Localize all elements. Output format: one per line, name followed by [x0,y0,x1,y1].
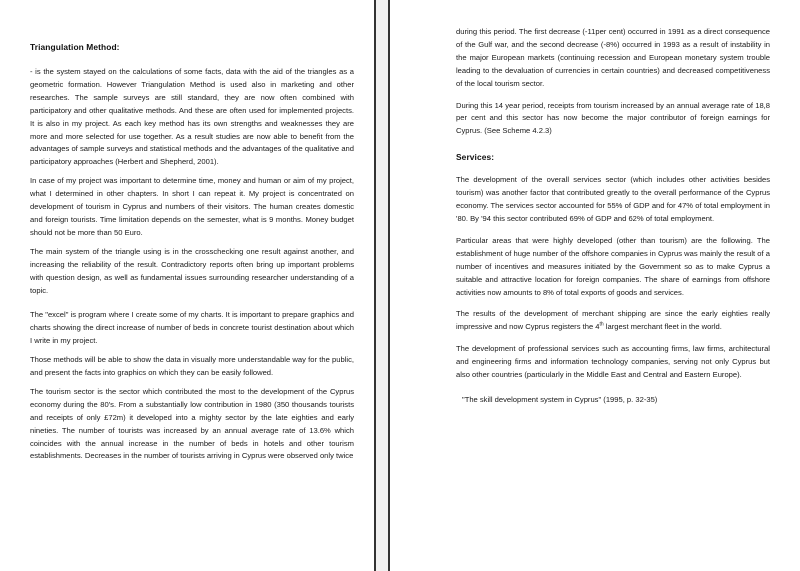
right-page [390,0,800,571]
paragraph-tourism-decreases: during this period. The first decrease (-11per cent) occurred in 1991 as a direct consequence of the Gulf war, and the second decrease (-8%) occurred in 1993 as a result of instability in the major European markets (continuing recession and European monetary system trouble leading to the devaluation of currencies in certain countries) and decreased competitiveness of the local tourism sector. [456,27,770,88]
paragraph-services-sector: The development of the overall services sector (which includes other activities besides tourism) was another factor that contributed greatly to the overall performance of the Cyprus economy. The services sector accounted for 55% of GDP and for 47% of total employment in '80. By '94 this sector contributed 69% of GDP and 62% of total employment. [456,175,770,223]
paragraph-tourism-sector: The tourism sector is the sector which contributed the most to the development of the Cyprus economy during the 80's. From a substantially low contribution in 1980 (350 thousands tourists and receipts of only £72m) it developed into a mighty sector by the late eighties and early nineties. The number of tourists was increased by an annual average rate of 13.6% which coincides with the annual increase in the number of beds in hotels and other tourism establishments. Decreases in the number of tourists arriving in Cyprus were observed only twice [30,386,354,461]
paragraph-merchant-shipping [456,308,770,334]
paragraph-professional-services: The development of professional services such as accounting firms, law firms, architectural and engineering firms and information technology companies, serving not only Cyprus but also other countries (particularly in the Middle East and Central and Eastern Europe). [456,344,770,380]
paragraph-project-scope: In case of my project was important to determine time, money and human or aim of my project, what I determined in other chapters. In short I can repeat it. My project is concentrated on development of tourism in Cyprus and numbers of their visitors. The human creates domestic and foreign tourists. Time limitation depends on the semester, what is 9 months. Money budget should not be more than 50 Euro. [30,176,354,237]
page-edge-left [374,0,376,571]
section-heading-triangulation: Triangulation Method: [30,42,120,52]
section-heading-services: Services: [456,152,495,163]
shipping-text-before: The results of the development of merchant shipping are since the early eighties really impressive and now Cyprus registers the 4 [456,309,770,332]
paragraph-offshore-companies: Particular areas that were highly developed (other than tourism) are the following. The establishment of huge number of the offshore companies in Cyprus was mainly the result of a number of incentives and measures initiated by the Government so as to make Cyprus a suitable and attractive location for foreign companies. The share of earnings from offshore activities now amounts to 8% of total exports of goods and services. [456,235,770,297]
paragraph-methods-visual: Those methods will be able to show the data in visually more understandable way for the public, and present the facts into graphics on which they can be easily followed. [30,355,354,378]
paragraph-crosschecking: The main system of the triangle using is in the crosschecking one result against another, and increasing the reliability of the result. Contradictory reports often bring up important problems with question design, as well as fundamental issues surrounding researcher understanding of a topic. [30,246,354,295]
paragraph-excel: The "excel" is program where I create some of my charts. It is important to prepare graphics and charts showing the direct increase of number of beds in concrete tourist destination about which I write in my project. [30,310,354,346]
source-citation: "The skill development system in Cyprus" (1995, p. 32-35) [462,394,658,404]
shipping-ordinal: th [599,321,604,328]
paragraph-triangulation-definition: - is the system stayed on the calculations of some facts, data with the aid of the triangles as a geometric formation. However Triangulation Method is used also in marketing and other researches. The sample surveys are still standard, they are now often combined with participatory and other qualitative methods. And these are often used for implemented projects. It is also in my project. As each key method has its own strengths and weaknesses they are more and more selected for use together. As a result studies are now able to benefit from the advantages of sample surveys and statistical methods and the advantages of the qualitative and participatory approaches (Herbert and Shepherd, 2001). [30,67,354,167]
paragraph-tourism-receipts: During this 14 year period, receipts from tourism increased by an annual average rate of 18,8 per cent and this sector has now become the major contributor of foreign earnings for Cyprus. (See Scheme 4.2.3) [456,100,770,136]
left-page [0,0,374,571]
shipping-text-after: largest merchant fleet in the world. [603,322,722,332]
